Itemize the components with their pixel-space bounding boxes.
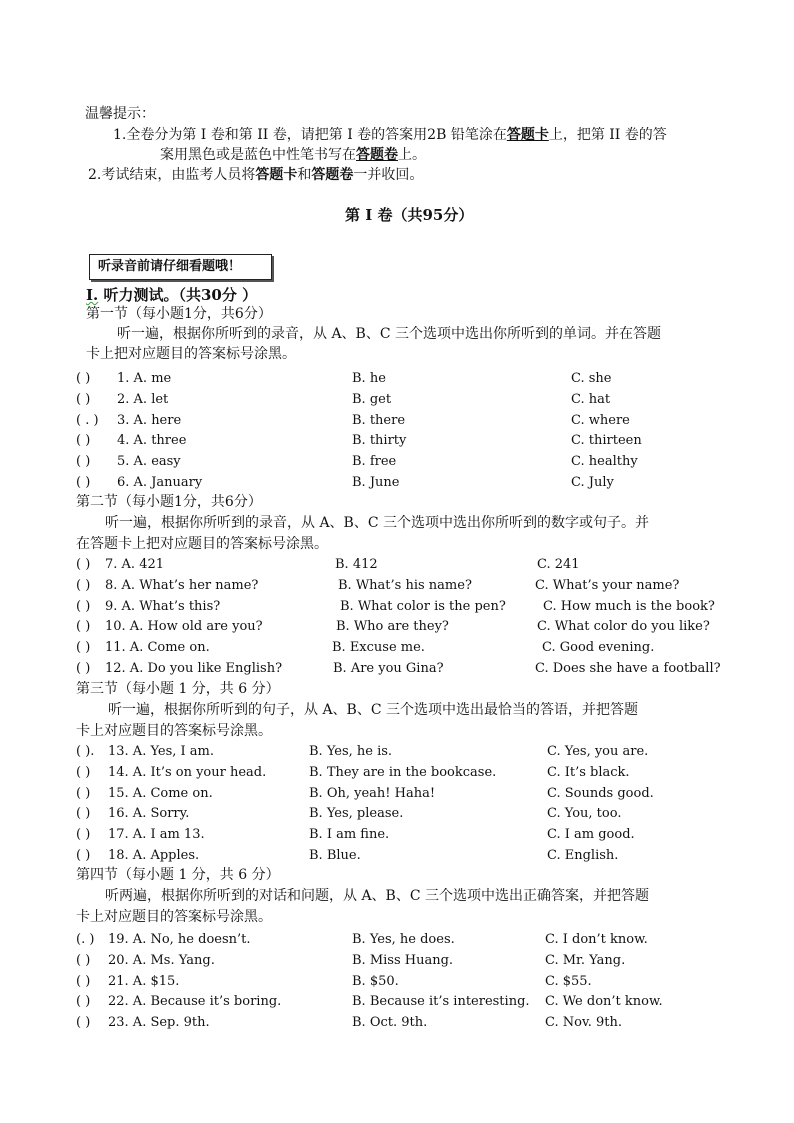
question-option-b: B. Who are they? [336,619,449,634]
question-option-c: C. I don’t know. [545,932,648,947]
answer-card-term: 答题卡 [506,127,549,143]
question-option-c: C. It’s black. [547,765,630,780]
answer-bracket[interactable]: ( ) [76,661,91,676]
answer-bracket[interactable]: ( ) [76,994,91,1009]
volume-title: 第 I 卷（共95分） [345,206,474,224]
question-option-c: C. You, too. [547,806,622,821]
notice-item-2-end: 一并收回。 [353,167,424,183]
question-option-b: B. $50. [352,974,399,989]
part-heading: 第四节（每小题 1 分，共 6 分） [76,867,280,883]
part-instructions: 听一遍，根据你所听到的句子，从 A、B、C 三个选项中选出最恰当的答语，并把答题 [108,702,639,718]
question-option-b: B. get [352,392,392,407]
question-option-c: C. We don’t know. [545,994,663,1009]
answer-sheet-term: 答题卷 [356,147,398,163]
answer-bracket[interactable]: ( ) [76,454,91,469]
question-option-c: C. How much is the book? [543,599,715,614]
answer-bracket[interactable]: ( ) [76,578,91,593]
notice-item-1 [113,126,667,144]
answer-bracket[interactable]: ( ) [76,599,91,614]
question-option-b: B. Oct. 9th. [352,1015,428,1030]
question-option-c: C. thirteen [571,433,642,448]
question-option-a: 18. A. Apples. [108,848,200,863]
answer-bracket[interactable]: ( ) [76,392,91,407]
answer-bracket[interactable]: ( ). [76,744,95,759]
part-heading: 第二节（每小题1分，共6分） [76,494,262,510]
part-instructions-cont: 在答题卡上把对应题目的答案标号涂黑。 [76,536,328,552]
notice-item-2-text: 2.考试结束，由监考人员将 [88,167,256,183]
question-option-c: C. July [571,475,614,490]
question-option-a: 14. A. It’s on your head. [108,765,267,780]
question-option-b: B. Because it’s interesting. [352,994,530,1009]
answer-bracket[interactable]: ( ) [76,786,91,801]
answer-bracket[interactable]: ( ) [76,848,91,863]
answer-bracket[interactable]: ( ) [76,1015,91,1030]
question-option-c: C. English. [547,848,619,863]
section-numeral: I. [86,286,99,304]
notice-item-1-end: 上。 [398,147,426,163]
answer-bracket[interactable]: ( ) [76,953,91,968]
question-option-a: 16. A. Sorry. [108,806,190,821]
question-option-c: C. 241 [537,557,580,572]
answer-bracket[interactable]: ( ) [76,827,91,842]
question-option-a: 12. A. Do you like English? [105,661,283,676]
part-instructions-cont: 卡上对应题目的答案标号涂黑。 [76,723,272,739]
answer-bracket[interactable]: ( ) [76,619,91,634]
question-option-b: B. I am fine. [309,827,390,842]
question-option-c: C. she [571,371,612,386]
question-option-a: 23. A. Sep. 9th. [108,1015,210,1030]
question-option-b: B. What color is the pen? [340,599,506,614]
question-option-c: C. I am good. [547,827,635,842]
question-option-b: B. Excuse me. [332,640,425,655]
question-option-b: B. Yes, please. [309,806,404,821]
question-option-a: 13. A. Yes, I am. [108,744,215,759]
question-option-c: C. healthy [571,454,638,469]
answer-bracket[interactable]: ( ) [76,974,91,989]
notice-item-1-cont [160,146,426,164]
question-option-b: B. Oh, yeah! Haha! [309,786,436,801]
part-instructions: 听两遍，根据你所听到的对话和问题，从 A、B、C 三个选项中选出正确答案，并把答题 [105,888,650,904]
question-option-a: 15. A. Come on. [108,786,213,801]
question-option-a: 9. A. What’s this? [105,599,221,614]
answer-card-term-2: 答题卡 [255,167,298,183]
question-option-b: B. They are in the bookcase. [309,765,497,780]
part-instructions: 听一遍，根据你所听到的录音，从 A、B、C 三个选项中选出你所听到的数字或句子。并 [105,515,650,531]
question-option-b: B. Yes, he does. [352,932,455,947]
answer-bracket[interactable]: ( ) [76,765,91,780]
question-option-c: C. What color do you like? [537,619,710,634]
question-option-b: B. Are you Gina? [333,661,444,676]
question-option-b: B. he [352,371,386,386]
question-option-a: 21. A. $15. [108,974,180,989]
question-option-b: B. thirty [352,433,407,448]
question-option-c: C. Yes, you are. [547,744,649,759]
answer-bracket[interactable]: ( ) [76,433,91,448]
part-instructions-cont: 卡上把对应题目的答案标号涂黑。 [86,346,296,362]
question-option-a: 6. A. January [117,475,203,490]
question-option-c: C. Good evening. [542,640,655,655]
answer-bracket[interactable]: ( . ) [76,413,99,428]
question-option-c: C. What’s your name? [535,578,680,593]
question-option-a: 5. A. easy [117,454,181,469]
answer-bracket[interactable]: ( ) [76,640,91,655]
question-option-b: B. free [352,454,397,469]
question-option-b: B. 412 [335,557,378,572]
callout-box: 听录音前请仔细看题哦！ [89,254,272,280]
answer-bracket[interactable]: ( ) [76,806,91,821]
question-option-a: 7. A. 421 [105,557,165,572]
answer-sheet-term-2: 答题卷 [311,167,354,183]
question-option-a: 17. A. I am 13. [108,827,205,842]
notice-title: 温馨提示： [85,106,155,122]
section-heading [86,286,257,304]
question-option-c: C. Mr. Yang. [545,953,626,968]
notice-item-2 [88,166,423,184]
question-option-a: 1. A. me [117,371,172,386]
question-option-a: 19. A. No, he doesn’t. [108,932,251,947]
question-option-c: C. Sounds good. [547,786,654,801]
question-option-a: 10. A. How old are you? [105,619,263,634]
question-option-c: C. hat [571,392,611,407]
notice-item-2-and: 和 [297,167,312,183]
question-option-a: 3. A. here [117,413,182,428]
question-option-a: 8. A. What’s her name? [105,578,259,593]
answer-bracket[interactable]: ( ) [76,371,91,386]
answer-bracket[interactable]: ( ) [76,557,91,572]
question-option-c: C. Nov. 9th. [545,1015,623,1030]
section-heading-text: 听力测试。（共30分 ） [103,286,258,304]
notice-item-1-cont-text: 案用黑色或是蓝色中性笔书写在 [160,147,356,163]
question-option-b: B. Yes, he is. [309,744,393,759]
answer-bracket[interactable]: (. ) [76,932,95,947]
part-instructions: 听一遍，根据你所听到的录音，从 A、B、C 三个选项中选出你所听到的单词。并在答题 [117,326,662,342]
question-option-c: C. Does she have a football? [535,661,721,676]
question-option-a: 11. A. Come on. [105,640,210,655]
question-option-c: C. $55. [545,974,592,989]
question-option-b: B. June [352,475,400,490]
question-option-c: C. where [571,413,630,428]
part-instructions-cont: 卡上对应题目的答案标号涂黑。 [76,909,272,925]
question-option-a: 22. A. Because it’s boring. [108,994,282,1009]
question-option-b: B. Blue. [309,848,361,863]
question-option-a: 2. A. let [117,392,169,407]
question-option-b: B. there [352,413,406,428]
question-option-b: B. Miss Huang. [352,953,454,968]
notice-item-1-text: 1.全卷分为第 I 卷和第 II 卷，请把第 I 卷的答案用2B 铅笔涂在 [113,127,507,143]
notice-item-1-mid: 上，把第 II 卷的答 [548,127,667,143]
question-option-b: B. What’s his name? [338,578,472,593]
question-option-a: 20. A. Ms. Yang. [108,953,215,968]
part-heading: 第三节（每小题 1 分，共 6 分） [76,681,280,697]
part-heading: 第一节（每小题1分，共6分） [86,306,272,322]
answer-bracket[interactable]: ( ) [76,475,91,490]
question-option-a: 4. A. three [117,433,187,448]
